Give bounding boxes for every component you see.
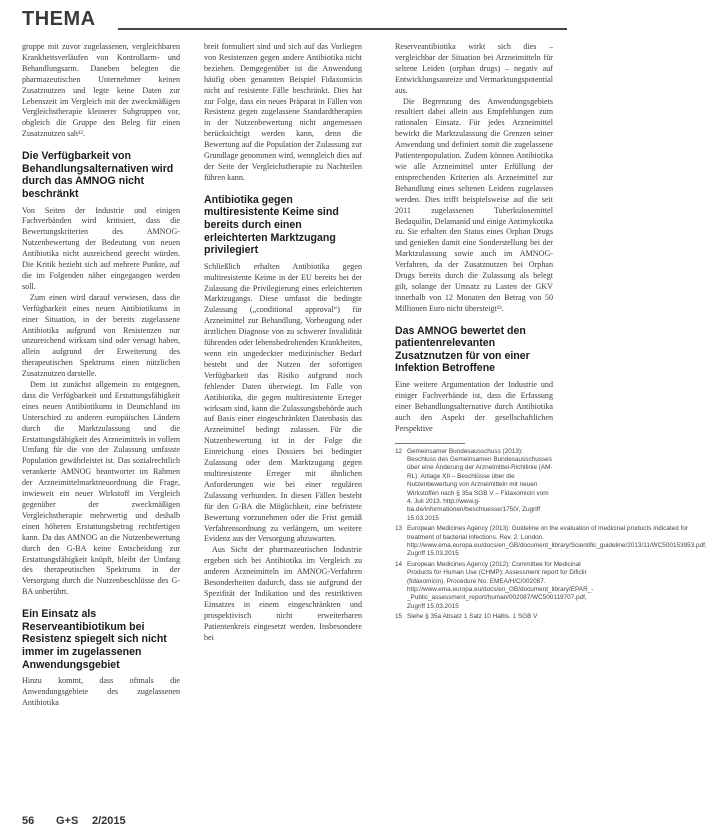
section-title: THEMA [22,8,96,30]
paragraph: Schließlich erhalten Antibiotika gegen multiresistente Keime in der EU bereits bei der Zulassung die Privilegierung eines erleichterten Marktzugangs. Diese umfasst die bedingte Zulassung („conditional approval“) für Arzneimittel zur Behandlung, Vorbeugung oder ärztlichen Diagnose von zu schwerer Invalidität führenden oder lebensbedrohenden Krankheiten, wenn ein ungedeckter medizinischer Bedarf besteht und der Nutzen der sofortigen Verfügbarkeit das Risiko aufgrund noch fehlender Daten überwiegt. Im Falle von Antibiotika, die gegen multiresistente Erreger wirksam sind, kann die Zulassungsbehörde auch auf Basis einer eingeschränkten Datenbasis das Arzneimittel bedingt zulassen. Für die Nutzenbewertung ist in der Folge die Einreichung eines Dossiers bei bedingter Zulassung oder dem Marktzugang gegen multiresistente Erreger mit ähnlichen Anforderungen wie bei einer regulären Zulassung verbunden. In diesen Fällen besteht für den G-BA die Möglichkeit, eine befristete Bewertung vorzunehmen oder die Frist gemäß Verfahrensordnung zu verlängern, um weitere Evidenz aus der Versorgung abzuwarten. [204,261,362,544]
footnote-text: European Medicines Agency (2013): Guideline on the evaluation of medicinal products indicated for treatment of bacterial infections. Rev. 2. London. http://www.ema.europa.eu/docs/en_GB/document_library/Scientific_guideline/2013/11/WC500153953.pdf, Zugriff 15.03.2015 [407,525,707,558]
footnote-text: Siehe § 35a Absatz 1 Satz 10 Halbs. 1 SGB V [407,613,538,621]
column-right [395,42,707,807]
paragraph: Von Seiten der Industrie und einigen Fachverbänden wird kritisiert, dass die Bewertungskriterien des AMNOG-Nutzenbewertung der Bedeutung von neuen Antibiotika nicht ausreichend gerecht würden. Die Kritik bezieht sich auf mehrere Punkte, auf die im Folgenden näher eingegangen werden soll. [22,205,180,291]
paragraph: Die Begrenzung des Anwendungsgebiets resultiert dabei allein aus Empfehlungen zum rationalen Einsatz. Für jedes Arzneimittel bewirkt die Marktzulassung die Grenzen seiner Anwendung und definiert somit die zugelassene Patientenpopulation. Zudem können Antibiotika wie alle Arzneimittel unter Erfüllung der entsprechenden Kriterien als Arzneimittel zur Behandlung eines seltenen Leidens zugelassen werden. Dies trifft beispielsweise auf die seit 2011 zugelassenen Tuberkulosemittel Bedaquilin, Delamanid und einige Antimykotika zu. Sie erhalten den Status eines Orphan Drugs und genießen damit eine Sonderstellung bei der Marktzulassung sowie auch im AMNOG-Verfahren, da der Zusatznutzen bei Orphan Drugs bereits durch die Zulassung als belegt gilt, solange der Umsatz zu Lasten der GKV innerhalb von 12 Monaten den Betrag von 50 Millionen Euro nicht übersteigt¹³. [395,96,553,313]
subheading: Ein Einsatz als Reserveantibiotikum bei Resistenz spiegelt sich nicht immer im zugelassenen Anwendungsgebiet [22,608,167,671]
footnote-text: Gemeinsamer Bundesausschuss (2013): Beschluss des Gemeinsamen Bundesausschusses über eine Änderung der Arzneimittel-Richtlinie (AM-RL): Anlage XII – Beschlüsse über die Nutzenbewertung von Arzneimitteln mit neuen Wirkstoffen nach § 35a SGB V – Fidaxomicin vom 4. Juli 2013. http://www.g-ba.de/informationen/beschluesse/1750/, Zugriff 15.03.2015 [407,447,553,522]
journal-brand: G+S [56,815,79,827]
footnote-text: European Medicines Agency (2012): Committee for Medicinal Products for Human Use (CHMP): Assessment report for Dificlir (fidaxomicin). Procedure No. EMEA/H/C/002087. http://www.ema.europa.eu/docs/en_GB/document_library/EPAR_-_Public_assessment_report/human/002087/WC500119707.pdf, Zugriff 15.03.2015 [407,560,594,610]
subheading: Die Verfügbarkeit von Behandlungsalternativen wird durch das AMNOG nicht beschränkt [22,150,174,200]
paragraph: breit formuliert sind und sich auf das Vorliegen von Resistenzen gegen andere Antibiotika nicht beziehen. Demgegenüber ist die Anwendung häufig oben genannten Beispiel Fidaxomicin nicht auf resistente Fälle beschränkt. Dies hat zur Folge, dass ein neues Präparat in Fällen von Resistenz gegen zugelassene Standardtherapien in der Nutzenbewertung nicht angemessen berücksichtigt werden kann, denn die Bewertung auf die Population der Zulassung zur Grundlage genommen wird, wenngleich dies auf der Seite der Vergleichstherapie zu Nachteilen führen kann. [204,42,362,182]
footnote [395,448,553,524]
column-middle [204,42,362,807]
issue-number: 2/2015 [92,815,126,827]
paragraph: Eine weitere Argumentation der Industrie und einiger Fachverbände ist, dass die Erfassung einer Behandlungsalternative durch Antibiotika auch den Aspekt der gesellschaftlichen Perspektive [395,380,553,433]
page-header [22,8,567,34]
paragraph: gruppe mit zuvor zugelassenen, vergleichbaren Krankheitsverläufen von Kontrollarm- und Behandlungsarm. Daneben belegten die pharmazeutischen Unternehmer keinen Zusatznutzen und legte keine Daten zur Lebenszeit im Vergleich mit der zweckmäßigen Vergleichstherapie kleinerer Subgruppen vor, obgleich die Gruppe den Beleg für einen Zusatznutzen sah¹². [22,42,180,139]
footnote-number: 14 [395,560,403,568]
footnote [395,525,707,559]
page-footer [22,815,567,831]
paragraph: Dem ist zunächst allgemein zu entgegnen, dass die Verfügbarkeit und Erstattungsfähigkeit eines neuen Antibiotikums in Deutschland im Unterschied zu anderen europäischen Ländern durch die Marktzulassung und die Erstattungsfähigkeit des Arzneimittels in vollem Umfang für die von der Zulassung umfasste Population gewährleistet ist. Das sozialrechtlich verankerte AMNOG beantwortet im Rahmen der Arzneimittelmarktneuordnung die Frage, inwieweit ein neuer Wirkstoff im Vergleich gegenüber der zweckmäßigen Vergleichstherapie mehrwertig und deshalb einen höheren Erstattungsbetrag rechtfertigen kann. Da das AMNOG an die Nutzenbewertung durch den G-BA keine Entscheidung zur Erstattungsfähigkeit knüpft, bleibt der Umfang des therapeutischen Spektrums in der Versorgung durch die Nutzenbeschlüsse des G-BA unberührt. [22,380,180,597]
paragraph: Zum einen wird darauf verwiesen, dass die Verfügbarkeit eines neuen Antibiotikums in einer Situation, in der bereits zugelassene Antibiotika aufgrund von Resistenzen nur unzureichend wirksam sind oder versagt haben, allein aufgrund der Erweiterung des therapeutischen Spektrums einen nützlichen Zusatznutzen darstelle. [22,292,180,379]
column-left [22,42,180,807]
paragraph: Reserveantibiotika wirkt sich dies – vergleichbar der Situation bei Arzneimitteln für seltene Leiden (orphan drugs) – negativ auf Entwicklungsanreize und Vermarktungspotential aus. [395,42,553,95]
footnote-number: 12 [395,447,403,455]
footnote-number: 13 [395,525,403,533]
footnote-number: 15 [395,613,403,621]
paragraph: Aus Sicht der pharmazeutischen Industrie ergeben sich bei Antibiotika im Vergleich zu anderen Arzneimitteln im AMNOG-Verfahren Besonderheiten dadurch, dass sie aufgrund der Spezifität der Indikation und des restriktiven Einsatzes in einem eingeschränkten und prospektivisch nicht erweiterbaren Patientenkreis eingesetzt werden. Insbesondere bei [204,545,362,642]
footnote [395,613,553,621]
header-rule [118,28,567,30]
footnote-rule [395,443,465,444]
page-number: 56 [22,815,35,827]
paragraph: Hinzu kommt, dass oftmals die Anwendungsgebiete des zugelassenen Antibiotika [22,676,180,707]
subheading: Antibiotika gegen multiresistente Keime sind bereits durch einen erleichterten Marktzugang privilegiert [204,193,339,257]
footnote [395,560,594,611]
subheading: Das AMNOG bewertet den patientenrelevanten Zusatznutzen für von einer Infektion Betroffene [395,324,530,375]
